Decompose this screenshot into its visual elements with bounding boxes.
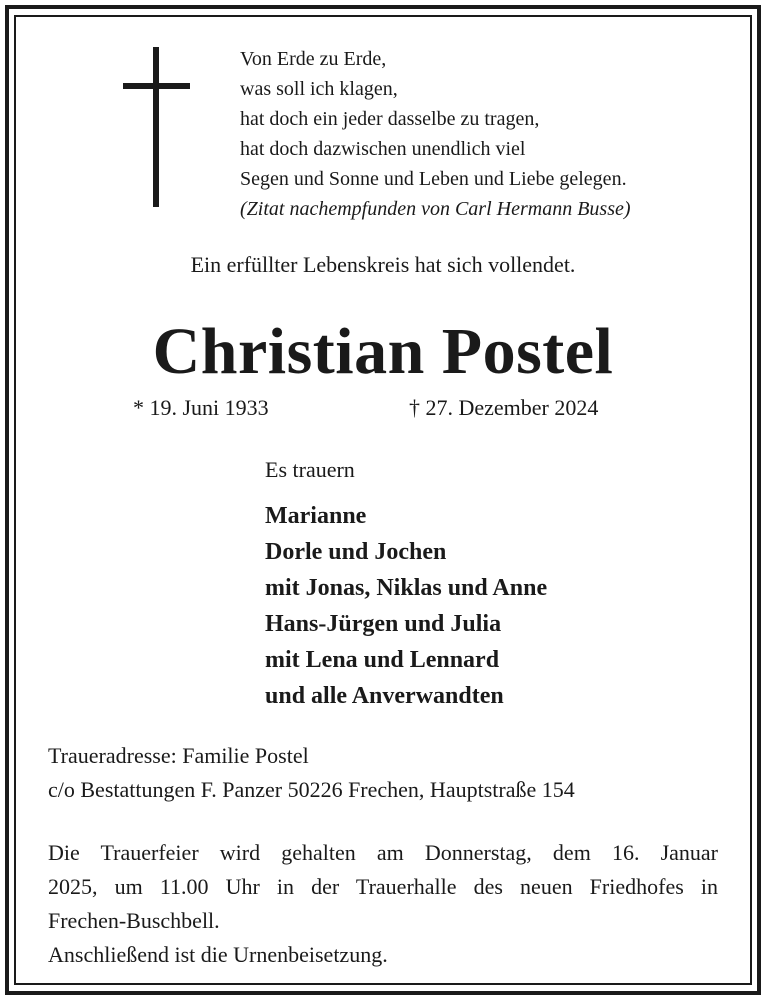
ceremony-line: Frechen-Buschbell. [48,908,220,933]
mourners-label: Es trauern [265,457,355,482]
mourner-name: Dorle und Jochen [265,539,447,565]
ceremony-line: 2025, um 11.00 Uhr in der Trauerhalle des neuen Friedhofes in [48,874,718,899]
mourning-address [48,739,575,807]
poem-attribution: (Zitat nachempfunden von Carl Hermann Busse) [240,198,631,220]
intro-text: Ein erfüllter Lebenskreis hat sich vollendet. [190,252,576,277]
mourners-list [265,498,547,714]
mourner-name: Marianne [265,503,367,529]
cross-vertical-bar [153,47,159,207]
death-date: † 27. Dezember 2024 [409,395,599,420]
ceremony-line: Die Trauerfeier wird gehalten am Donnerstag, dem 16. Januar [48,840,718,865]
poem-line: Von Erde zu Erde, [240,48,387,70]
poem-line: hat doch ein jeder dasselbe zu tragen, [240,108,540,130]
mourner-name: mit Lena und Lennard [265,647,500,673]
mourner-name: Hans-Jürgen und Julia [265,611,502,637]
poem-line: hat doch dazwischen unendlich viel [240,138,526,160]
birth-date: * 19. Juni 1933 [133,395,269,420]
mourner-name: mit Jonas, Niklas und Anne [265,575,548,601]
poem-line: was soll ich klagen, [240,78,398,100]
mourner-name: und alle Anverwandten [265,683,504,709]
address-line: c/o Bestattungen F. Panzer 50226 Frechen, Hauptstraße 154 [48,777,575,802]
address-line: Traueradresse: Familie Postel [48,743,309,768]
ceremony-line: Anschließend ist die Urnenbeisetzung. [48,942,388,967]
poem-block [240,44,631,224]
ceremony-info [48,836,718,972]
cross-horizontal-bar [123,83,190,89]
deceased-name: Christian Postel [152,315,614,388]
poem-line: Segen und Sonne und Leben und Liebe gelegen. [240,168,627,190]
